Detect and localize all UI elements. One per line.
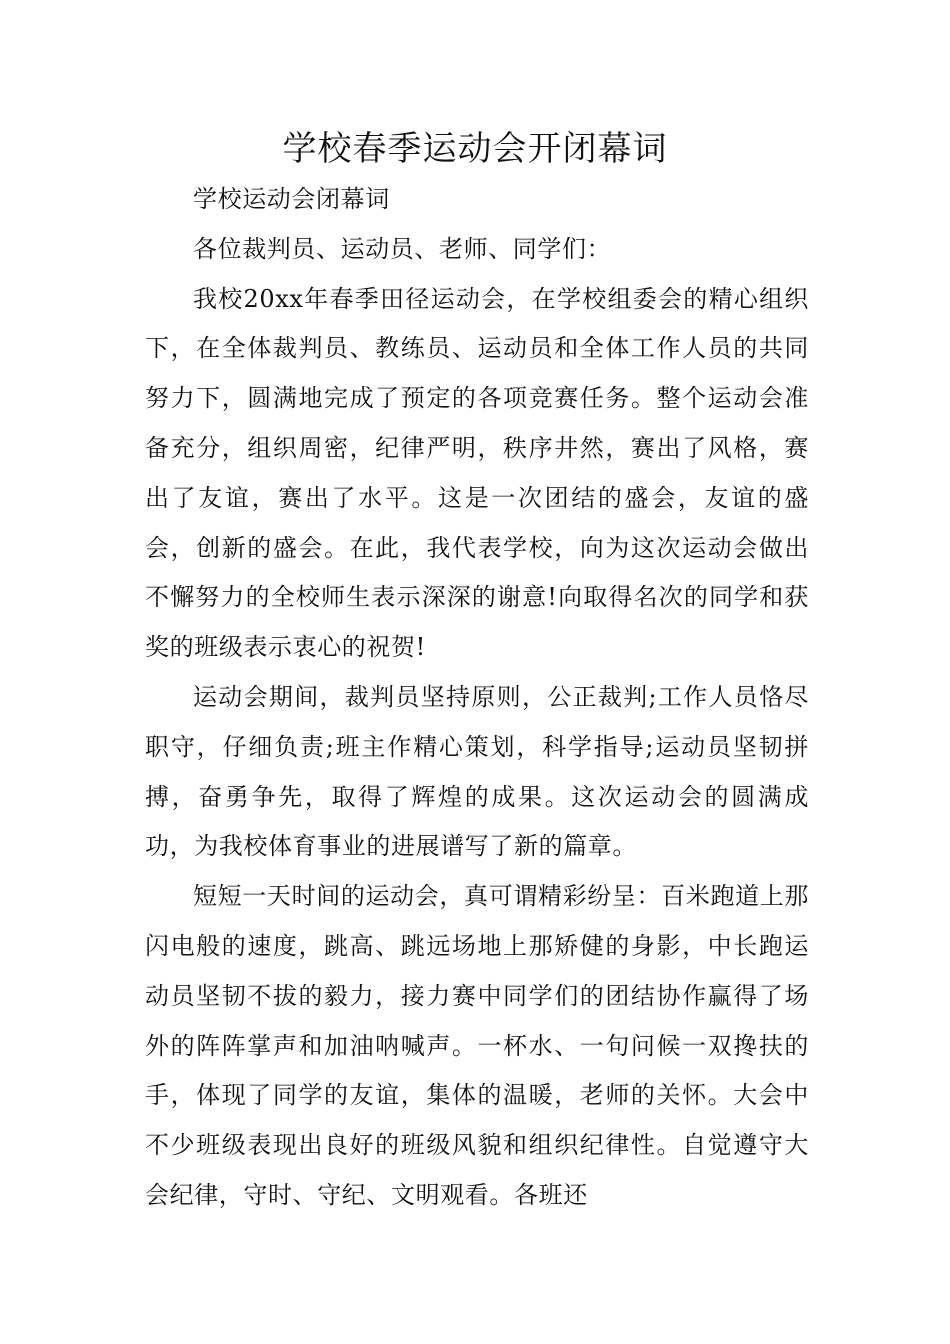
paragraph-salutation: 各位裁判员、运动员、老师、同学们： xyxy=(193,234,612,263)
paragraph-3: 短短一天时间的运动会，真可谓精彩纷呈：百米跑道上那闪电般的速度，跳高、跳远场地上那矫健的身影，中长跑运动员坚韧不拔的毅力，接力赛中同学们的团结协作赢得了场外的阵阵掌声和加油呐喊声。一杯水、一句问候一双搀扶的手，体现了同学的友谊，集体的温暖，老师的关怀。大会中不少班级表现出良好的班级风貌和组织纪律性。自觉遵守大会纪律，守时、守纪、文明观看。各班还 xyxy=(145,882,809,1209)
paragraph-1: 我校20xx年春季田径运动会，在学校组委会的精心组织下，在全体裁判员、教练员、运动员和全体工作人员的共同努力下，圆满地完成了预定的各项竞赛任务。整个运动会准备充分，组织周密，纪律严明，秩序井然，赛出了风格，赛出了友谊，赛出了水平。这是一次团结的盛会，友谊的盛会，创新的盛会。在此，我代表学校，向为这次运动会做出不懈努力的全校师生表示深深的谢意!向取得名次的同学和获奖的班级表示衷心的祝贺! xyxy=(145,284,809,662)
paragraph-subtitle: 学校运动会闭幕词 xyxy=(193,185,390,213)
document-title: 学校春季运动会开闭幕词 xyxy=(282,129,668,169)
document-body xyxy=(145,175,809,1221)
paragraph-2: 运动会期间，裁判员坚持原则，公正裁判;工作人员恪尽职守，仔细负责;班主作精心策划，科学指导;运动员坚韧拼搏，奋勇争先，取得了辉煌的成果。这次运动会的圆满成功，为我校体育事业的进展谱写了新的篇章。 xyxy=(145,682,809,861)
